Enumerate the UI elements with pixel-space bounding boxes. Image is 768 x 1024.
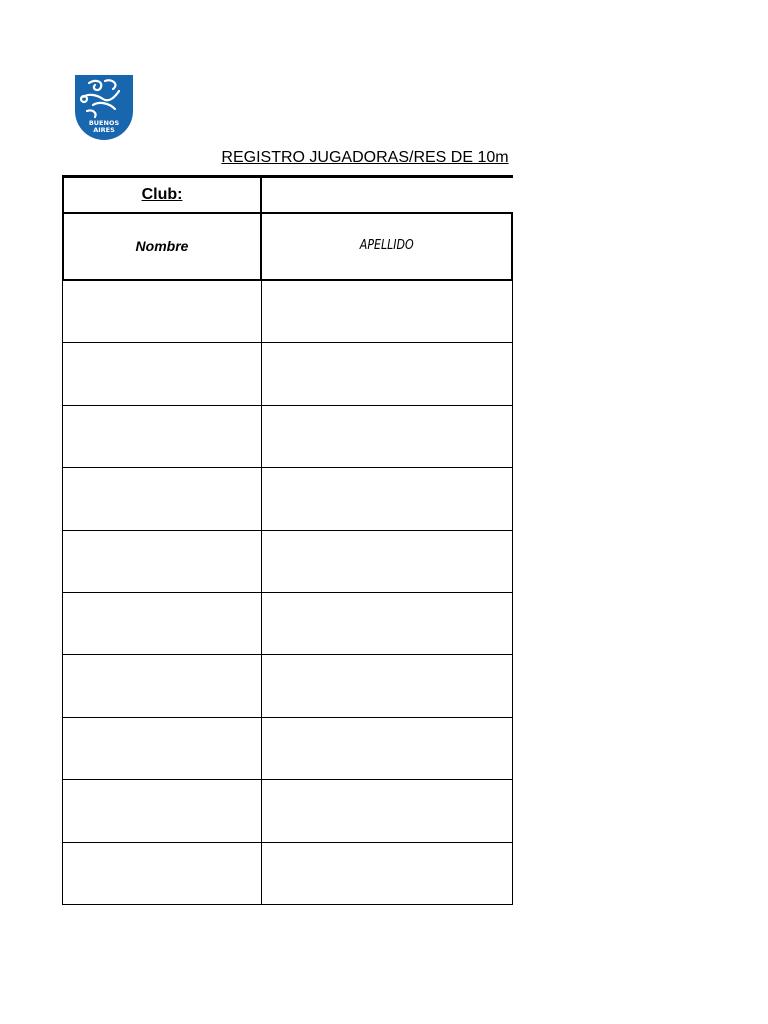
table-row xyxy=(62,406,513,468)
header-row xyxy=(62,212,513,281)
club-row xyxy=(62,175,513,214)
logo-line2: AIRES xyxy=(93,126,115,134)
club-label: Club: xyxy=(141,186,183,203)
column-header-nombre-label: Nombre xyxy=(135,237,189,254)
table-row xyxy=(62,343,513,405)
apellido-cell[interactable] xyxy=(262,843,513,905)
table-row xyxy=(62,593,513,655)
table-row xyxy=(62,780,513,842)
buenos-aires-logo xyxy=(75,75,133,140)
nombre-cell[interactable] xyxy=(62,281,262,343)
apellido-cell[interactable] xyxy=(262,468,513,530)
nombre-cell[interactable] xyxy=(62,843,262,905)
nombre-cell[interactable] xyxy=(62,406,262,468)
apellido-cell[interactable] xyxy=(262,281,513,343)
club-input-cell[interactable] xyxy=(262,175,513,214)
nombre-cell[interactable] xyxy=(62,655,262,717)
column-header-apellido xyxy=(262,212,513,281)
nombre-cell[interactable] xyxy=(62,718,262,780)
apellido-cell[interactable] xyxy=(262,406,513,468)
nombre-cell[interactable] xyxy=(62,468,262,530)
nombre-cell[interactable] xyxy=(62,531,262,593)
column-header-nombre xyxy=(62,212,262,281)
nombre-cell[interactable] xyxy=(62,593,262,655)
apellido-cell[interactable] xyxy=(262,718,513,780)
page-title: REGISTRO JUGADORAS/RES DE 10m xyxy=(221,149,509,166)
apellido-cell[interactable] xyxy=(262,655,513,717)
table-row xyxy=(62,531,513,593)
column-header-apellido-label: APELLIDO xyxy=(359,238,414,253)
apellido-cell[interactable] xyxy=(262,780,513,842)
nombre-cell[interactable] xyxy=(62,343,262,405)
apellido-cell[interactable] xyxy=(262,593,513,655)
logo-line1: BUENOS xyxy=(88,119,120,127)
club-label-cell xyxy=(62,175,262,214)
apellido-cell[interactable] xyxy=(262,343,513,405)
table-row xyxy=(62,468,513,530)
apellido-cell[interactable] xyxy=(262,531,513,593)
table-row xyxy=(62,843,513,905)
title-container xyxy=(62,147,513,169)
nombre-cell[interactable] xyxy=(62,780,262,842)
table-row xyxy=(62,281,513,343)
table-row xyxy=(62,655,513,717)
registration-table xyxy=(62,175,513,905)
table-row xyxy=(62,718,513,780)
